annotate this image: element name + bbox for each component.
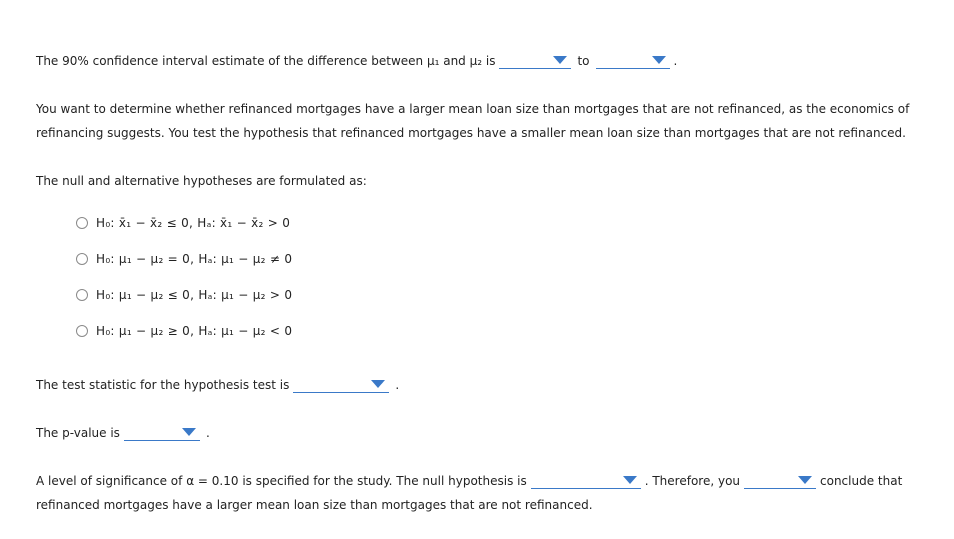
chevron-down-icon (623, 476, 637, 484)
chevron-down-icon (371, 380, 385, 388)
test-statistic-prefix: The test statistic for the hypothesis test is (36, 378, 290, 392)
ci-prefix-text: The 90% confidence interval estimate of the difference between μ₁ and μ₂ is (36, 54, 496, 68)
hypothesis-option-text: H₀: x̄₁ − x̄₂ ≤ 0, Hₐ: x̄₁ − x̄₂ > 0 (96, 216, 291, 230)
conclusion-question (36, 473, 902, 489)
conclusion-line2-row (36, 497, 593, 513)
ci-lower-dropdown[interactable] (499, 54, 571, 69)
conclusion-middle: . Therefore, you (644, 474, 741, 488)
hypothesis-option-4[interactable] (76, 324, 292, 338)
chevron-down-icon (652, 56, 666, 64)
p-value-end: . (205, 426, 210, 440)
hypotheses-label: The null and alternative hypotheses are formulated as: (36, 174, 367, 188)
p-value-prefix: The p-value is (36, 426, 120, 440)
conclusion-suffix: conclude that (820, 474, 903, 488)
null-hypothesis-dropdown[interactable] (531, 474, 641, 489)
hypothesis-option-1[interactable] (76, 216, 290, 230)
radio-circle-icon[interactable] (76, 253, 88, 265)
chevron-down-icon (182, 428, 196, 436)
chevron-down-icon (553, 56, 567, 64)
conclusion-line2: refinanced mortgages have a larger mean loan size than mortgages that are not refinanced. (36, 498, 593, 512)
ci-question (36, 53, 677, 69)
radio-circle-icon[interactable] (76, 289, 88, 301)
radio-circle-icon[interactable] (76, 325, 88, 337)
hypothesis-option-text: H₀: μ₁ − μ₂ = 0, Hₐ: μ₁ − μ₂ ≠ 0 (96, 252, 293, 266)
context-paragraph: You want to determine whether refinanced mortgages have a larger mean loan size than mortgages that are not refinanced, as the economics of refinancing suggests. You test the hypothesis that refinanced mortgages have a smaller mean loan size than mortgages that are not refinanced. (36, 102, 910, 140)
ci-upper-dropdown[interactable] (596, 54, 670, 69)
ci-to-text: to (577, 54, 590, 68)
conclude-dropdown[interactable] (744, 474, 816, 489)
p-value-question (36, 425, 210, 441)
p-value-dropdown[interactable] (124, 426, 200, 441)
hypothesis-option-2[interactable] (76, 252, 292, 266)
chevron-down-icon (798, 476, 812, 484)
test-statistic-end: . (395, 378, 400, 392)
hypothesis-option-text: H₀: μ₁ − μ₂ ≥ 0, Hₐ: μ₁ − μ₂ < 0 (96, 324, 293, 338)
test-statistic-question (36, 377, 399, 393)
hypothesis-option-text: H₀: μ₁ − μ₂ ≤ 0, Hₐ: μ₁ − μ₂ > 0 (96, 288, 293, 302)
test-statistic-dropdown[interactable] (293, 378, 389, 393)
hypothesis-option-3[interactable] (76, 288, 292, 302)
ci-end-period: . (673, 54, 678, 68)
radio-circle-icon[interactable] (76, 217, 88, 229)
hypotheses-label-row (36, 173, 367, 189)
conclusion-prefix: A level of significance of α = 0.10 is specified for the study. The null hypothesis is (36, 474, 527, 488)
